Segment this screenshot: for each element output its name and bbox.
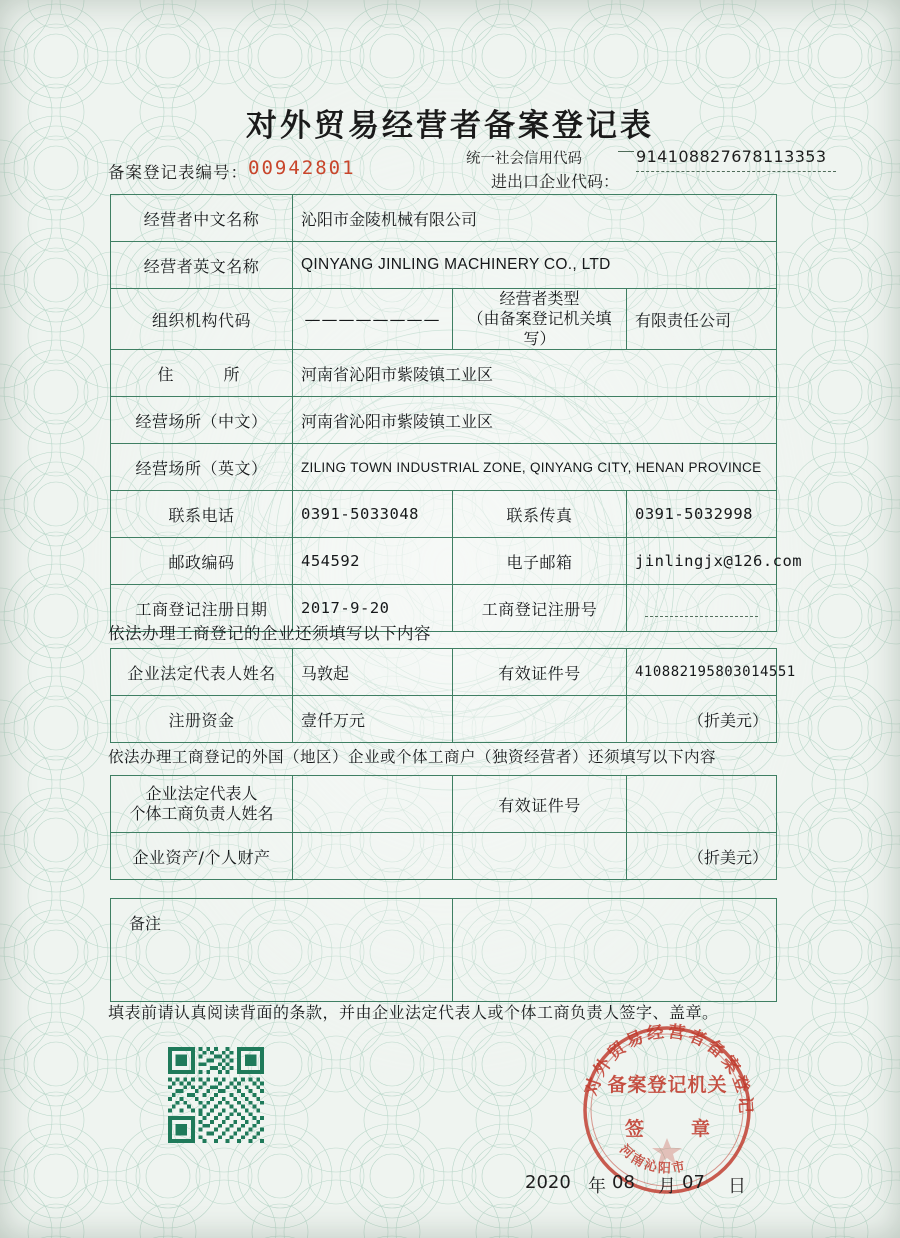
row-value-reg-no [627, 585, 777, 632]
operator-type-label-line2: （由备案登记机关填写） [467, 309, 612, 348]
row-value-fax: 0391-5032998 [627, 491, 777, 538]
row-label-email: 电子邮箱 [453, 538, 627, 585]
table-row [111, 833, 777, 880]
row-label-foreign-id-no: 有效证件号 [453, 776, 627, 833]
footer-note: 填表前请认真阅读背面的条款，并由企业法定代表人或个体工商负责人签字、盖章。 [108, 1003, 719, 1022]
table-row [111, 899, 777, 1002]
row-value-capital-blank [453, 696, 627, 743]
row-label-premises-en: 经营场所（英文） [111, 444, 293, 491]
svg-text:对外贸易经营者备案登记: 对外贸易经营者备案登记 [581, 1021, 756, 1117]
row-label-en-name: 经营者英文名称 [111, 242, 293, 289]
main-info-table [110, 194, 803, 632]
qr-code [168, 1047, 264, 1143]
domestic-enterprise-table [110, 648, 796, 743]
row-label-id-no: 有效证件号 [453, 649, 627, 696]
table-row [111, 491, 777, 538]
foreign-legal-rep-line1: 企业法定代表人 [145, 784, 258, 803]
row-label-premises-cn: 经营场所（中文） [111, 397, 293, 444]
row-label-legal-rep: 企业法定代表人姓名 [111, 649, 293, 696]
seal-line1: 备案登记机关 [607, 1074, 728, 1096]
row-value-capital: 壹仟万元 [293, 696, 453, 743]
row-value-legal-rep: 马敦起 [293, 649, 453, 696]
credit-code-label: 统一社会信用代码 [466, 151, 582, 167]
row-unit-usd: （折美元） [627, 696, 777, 743]
date-day-label: 日 [728, 1176, 746, 1197]
header-row [0, 147, 900, 193]
seal-line2: 签 章 [624, 1118, 724, 1140]
row-label-cn-name: 经营者中文名称 [111, 195, 293, 242]
table-row [111, 696, 777, 743]
row-value-assets [293, 833, 453, 880]
record-number-label: 备案登记表编号： [108, 163, 248, 182]
table-row [111, 242, 777, 289]
row-label-reg-date: 工商登记注册日期 [111, 585, 293, 632]
row-value-postcode: 454592 [293, 538, 453, 585]
record-number-value: 00942801 [248, 157, 356, 179]
date-line [500, 1172, 860, 1202]
row-value-assets-blank [453, 833, 627, 880]
row-label-fax: 联系传真 [453, 491, 627, 538]
row-value-email: jinlingjx@126.com [627, 538, 777, 585]
section-note-foreign: 依法办理工商登记的外国（地区）企业或个体工商户（独资经营者）还须填写以下内容 [108, 748, 717, 766]
row-label-reg-no: 工商登记注册号 [453, 585, 627, 632]
row-value-phone: 0391-5033048 [293, 491, 453, 538]
table-row [111, 444, 777, 491]
page-title: 对外贸易经营者备案登记表 [246, 108, 654, 144]
section-note-domestic: 依法办理工商登记的企业还须填写以下内容 [108, 624, 431, 643]
foreign-legal-rep-line2: 个体工商负责人姓名 [129, 804, 274, 823]
row-value-premises-cn: 河南省沁阳市紫陵镇工业区 [293, 397, 777, 444]
row-value-cn-name: 沁阳市金陵机械有限公司 [293, 195, 777, 242]
row-label-org-code: 组织机构代码 [111, 289, 293, 350]
remark-value [453, 899, 777, 1002]
remark-label: 备注 [111, 899, 453, 1002]
row-label-foreign-legal-rep [111, 776, 293, 833]
row-value-org-code: ———————— [293, 289, 453, 350]
date-month-label: 月 [658, 1176, 676, 1197]
row-value-id-no: 410882195803014551 [627, 649, 777, 696]
date-year: 2020 [525, 1172, 571, 1193]
table-row [111, 289, 777, 350]
foreign-enterprise-table [110, 775, 777, 880]
table-row [111, 350, 777, 397]
row-value-reg-date: 2017-9-20 [293, 585, 453, 632]
row-label-capital: 注册资金 [111, 696, 293, 743]
date-year-label: 年 [588, 1176, 606, 1197]
row-value-foreign-legal-rep [293, 776, 453, 833]
remark-table [110, 898, 777, 1002]
row-value-operator-type: 有限责任公司 [627, 289, 777, 350]
row-value-premises-en: ZILING TOWN INDUSTRIAL ZONE, QINYANG CITY, HENAN PROVINCE [293, 444, 777, 491]
table-row [111, 195, 777, 242]
row-label-address: 住 所 [111, 350, 293, 397]
date-month: 08 [612, 1172, 635, 1193]
table-row [111, 397, 777, 444]
row-label-phone: 联系电话 [111, 491, 293, 538]
operator-type-label-line1: 经营者类型 [499, 289, 580, 308]
table-row [111, 776, 777, 833]
row-label-postcode: 邮政编码 [111, 538, 293, 585]
credit-code-value: 914108827678113353 [636, 147, 827, 166]
table-row [111, 649, 777, 696]
row-value-foreign-id-no [627, 776, 777, 833]
table-row [111, 538, 777, 585]
row-value-address: 河南省沁阳市紫陵镇工业区 [293, 350, 777, 397]
enterprise-code-blank [636, 171, 836, 172]
row-label-assets: 企业资产/个人财产 [111, 833, 293, 880]
svg-text:河南沁阳市: 河南沁阳市 [616, 1142, 689, 1177]
row-unit-usd-foreign: （折美元） [627, 833, 777, 880]
enterprise-code-label: 进出口企业代码： [491, 172, 620, 191]
date-day: 07 [682, 1172, 705, 1193]
row-value-en-name: QINYANG JINLING MACHINERY CO., LTD [293, 242, 777, 289]
row-label-operator-type [453, 289, 627, 350]
